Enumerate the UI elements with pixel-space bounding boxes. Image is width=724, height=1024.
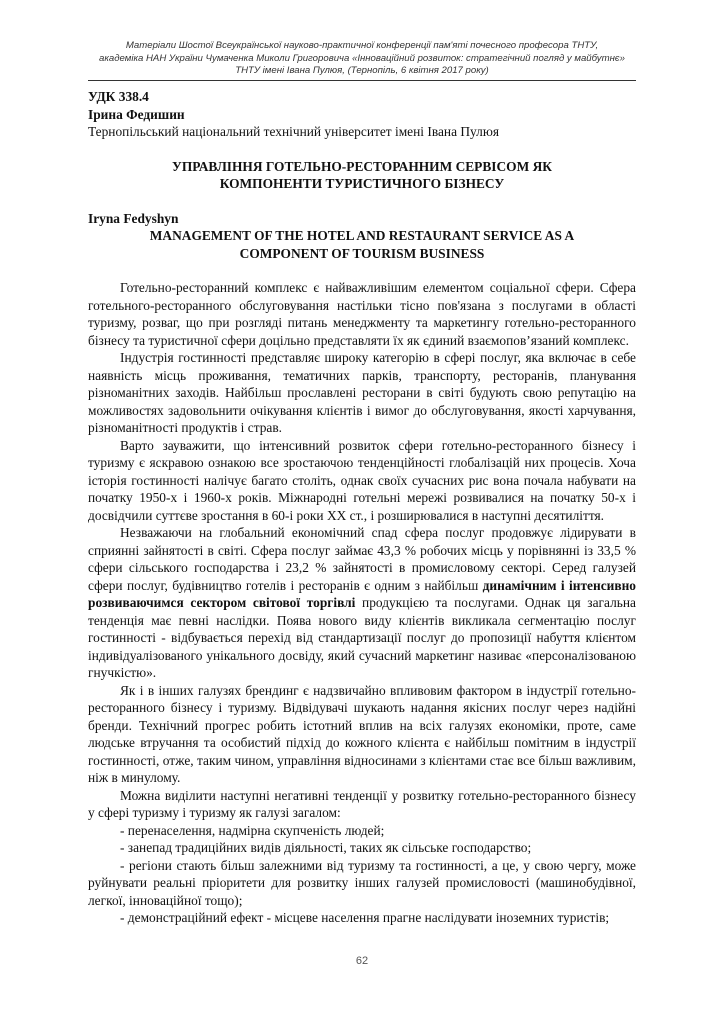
paragraph-with-emphasis xyxy=(88,524,636,682)
affiliation: Тернопільський національний технічний університет імені Івана Пулюя xyxy=(88,124,499,139)
emphasized-phrase: динамічним і інтенсивно розвиваючимся сектором світової торгівлі xyxy=(88,577,636,610)
list-item: - перенаселення, надмірна скупченість людей; xyxy=(120,822,385,838)
title-ua xyxy=(88,158,636,193)
author-name-ua: Ірина Федишин xyxy=(88,106,185,122)
paragraph: Як і в інших галузях брендинг є надзвичайно впливовим фактором в індустрії готельно-ресторанного бізнесу і туризму. Відвідувачі шукають надання якісних послуг через надійні бренди. Технічний прогрес робить істотний вплив на всіх галузях економіки, проте, саме людське втручання та особистий підхід до кожного клієнта є найбільш помітним в індустрії гостинності, отже, таким чином, управління відносинами з клієнтами стає все більш важливим, ніж в минулому. xyxy=(88,682,636,785)
list-item: - регіони стають більш залежними від туризму та гостинності, а це, у свою чергу, може руйнувати реальні пріоритети для розвитку інших галузей промисловості (машинобудівної, легкої, інноваційної тощо); xyxy=(88,857,636,908)
title-en xyxy=(88,227,636,262)
article-body xyxy=(88,88,636,927)
header-line-2: академіка НАН України Чумаченка Миколи Григоровича «Інноваційний розвиток: стратегічний погляд у майбутнє» xyxy=(99,52,625,64)
paragraph: Можна виділити наступні негативні тенденції у розвитку готельно-ресторанного бізнесу у сфері туризму і туризму як галузі загалом: xyxy=(88,787,636,820)
udc-code: УДК 338.4 xyxy=(88,89,149,104)
list-item: - демонстраційний ефект - місцеве населення прагне наслідувати іноземних туристів; xyxy=(120,910,610,925)
title-ua-line-2: КОМПОНЕНТИ ТУРИСТИЧНОГО БІЗНЕСУ xyxy=(219,176,505,191)
title-en-line-1: MANAGEMENT OF THE HOTEL AND RESTAURANT SERVICE AS A xyxy=(149,228,575,243)
header-line-3: ТНТУ імені Івана Пулюя, (Тернопіль, 6 квітня 2017 року) xyxy=(235,65,489,76)
paragraph: Варто зауважити, що інтенсивний розвиток сфери готельно-ресторанного бізнесу і туризму є яскравою ознакою все зростаючою тенденційності глобалізацій них процесів. Хоча історія гостинності налічує багато століть, однак своїх сучасних рис вона почала набувати на початку 1950-х і 1960-х років. Міжнародні готельні мережі розвивалися на початку 50-х і досвідчили суттєве зростання в 60-і роки XX ст., і розширювалися в наступні десятиліття. xyxy=(88,437,636,523)
list-item: - занепад традиційних видів діяльності, таких як сільське господарство; xyxy=(120,840,532,855)
title-en-line-2: COMPONENT OF TOURISM BUSINESS xyxy=(239,245,485,261)
page-number: 62 xyxy=(355,955,369,967)
header-line-1: Матеріали Шостої Всеукраїнської науково-практичної конференції пам'яті почесного професора ТНТУ, xyxy=(125,40,599,51)
paragraph: Готельно-ресторанний комплекс є найважливішим елементом соціальної сфери. Сфера готельного-ресторанного обслуговування настільки тісно пов'язана з послугами в області туризму, розваг, що при розгляді питань менеджменту та маркетингу готельно-ресторанного бізнесу та туристичної сфери доцільно представляти їх як єдиний взаємопов’язаний комплекс. xyxy=(88,280,636,348)
paragraph-text: продукцією та послугами. Однак ця загальна тенденція має певні наслідки. Поява нового виду клієнтів викликала сегментацію послуг гостинності - відбувається перехід від стандартизації послуг до пропозиції набуття клієнтом індивідуалізованого унікального досвіду, який сучасний маркетинг називає «персоналізованою гнучкістю». xyxy=(88,595,636,680)
header-rule xyxy=(88,80,636,81)
running-header xyxy=(60,40,664,78)
paragraph: Індустрія гостинності представляє широку категорію в сфері послуг, яка включає в себе наявність місць проживання, тематичних парків, транспорту, ресторанів, планування різноманітних заходів. Найбільш прославлені ресторани в світі будують свою репутацію на можливостях задовольнити очікування клієнтів і вимог до обслуговування, якості харчування, різноманітності продуктів і страв. xyxy=(88,350,636,435)
author-name-en: Iryna Fedyshyn xyxy=(88,210,179,226)
paragraph-text: Незважаючи на глобальний економічний спад сфера послуг продовжує лідирувати в сприянні зайнятості в світі. Сфера послуг займає 43,3 % робочих місць у порівнянні із 33,5 % сфери сільського господарства і 23,2 % зайнятості в промисловому секторі. Серед галузей сфери послуг, будівництво готелів і ресторанів є одним з найбільш xyxy=(88,525,636,593)
title-ua-line-1: УПРАВЛІННЯ ГОТЕЛЬНО-РЕСТОРАННИМ СЕРВІСОМ ЯК xyxy=(172,158,552,174)
